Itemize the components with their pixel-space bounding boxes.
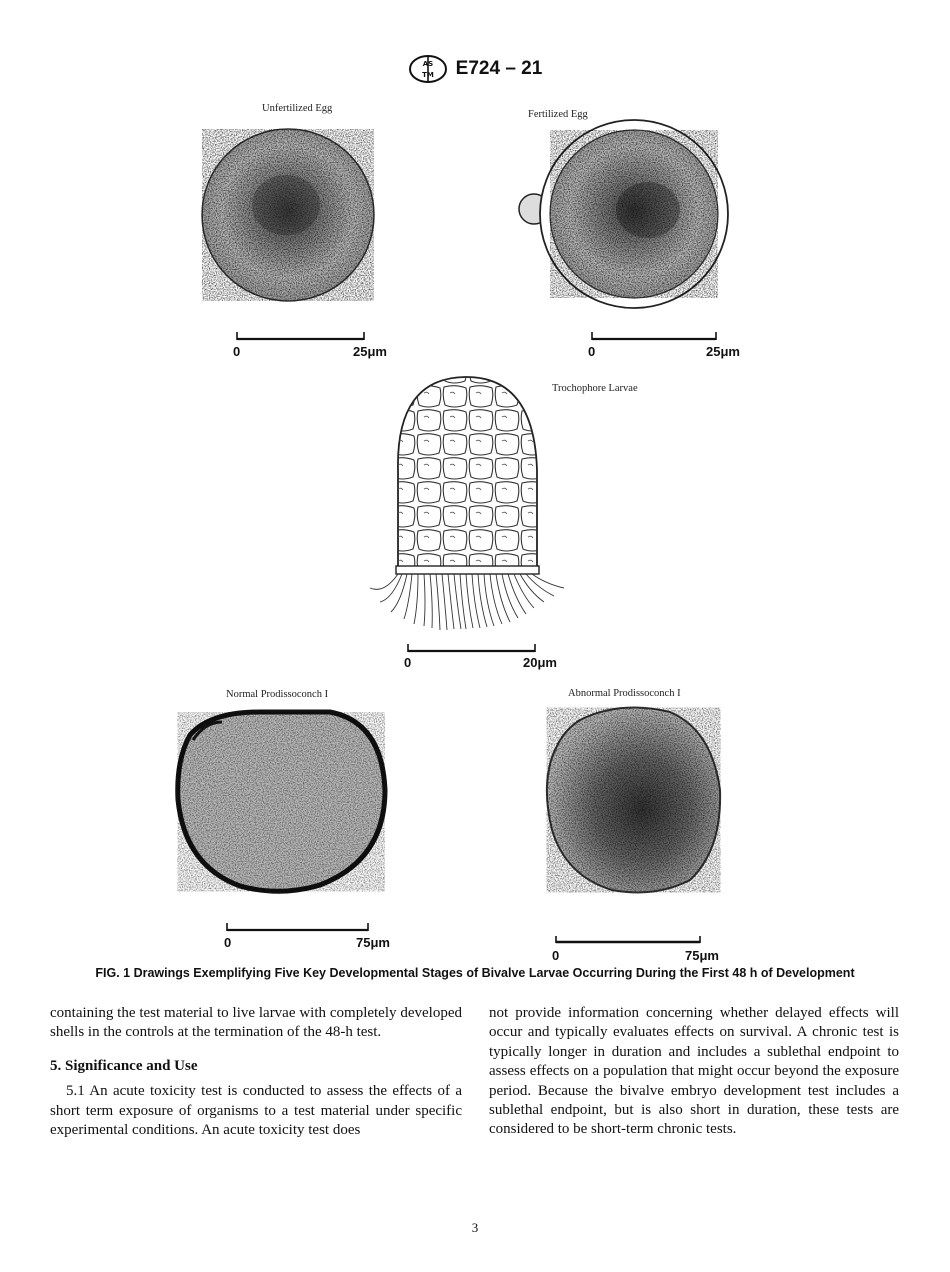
trochophore-larvae-drawing bbox=[370, 370, 564, 630]
unfertilized-egg-drawing bbox=[202, 129, 374, 301]
scale-label-zero: 0 bbox=[233, 344, 241, 359]
panel-label-fertilized-egg: Fertilized Egg bbox=[528, 109, 588, 120]
normal-prodissoconch-drawing bbox=[178, 712, 385, 891]
scale-label-max: 25μm bbox=[706, 344, 740, 359]
scale-label-zero: 0 bbox=[404, 655, 412, 670]
scale-label-max: 75μm bbox=[356, 935, 390, 950]
scale-bar bbox=[227, 923, 368, 931]
scale-label-zero: 0 bbox=[552, 948, 560, 963]
scale-bar bbox=[592, 332, 716, 340]
standard-designation: E724 – 21 bbox=[455, 58, 543, 79]
scale-bar bbox=[408, 644, 535, 652]
scale-label-zero: 0 bbox=[224, 935, 232, 950]
paragraph-5-1: 5.1 An acute toxicity test is conducted to assess the effects of a short term exposure of organisms to a test material under specific experimental conditions. An acute toxicity test does bbox=[50, 1083, 462, 1139]
scale-label-max: 75μm bbox=[685, 948, 719, 963]
page-number: 3 bbox=[471, 1220, 479, 1235]
svg-text:AS: AS bbox=[422, 60, 433, 68]
panel-label-unfertilized-egg: Unfertilized Egg bbox=[262, 103, 333, 114]
left-column bbox=[50, 1004, 462, 1140]
paragraph-continuation: containing the test material to live larvae with completely developed shells in the controls at the termination of the 48-h test. bbox=[50, 1005, 462, 1041]
scale-label-max: 20μm bbox=[523, 655, 557, 670]
right-column bbox=[489, 1004, 899, 1140]
scale-bar bbox=[556, 936, 700, 943]
scale-bar bbox=[237, 332, 364, 340]
panel-label-normal-prodissoconch: Normal Prodissoconch I bbox=[226, 689, 329, 700]
fertilized-egg-drawing bbox=[519, 120, 728, 308]
abnormal-prodissoconch-drawing bbox=[547, 708, 720, 893]
panel-label-trochophore-larvae: Trochophore Larvae bbox=[552, 383, 638, 394]
panel-label-abnormal-prodissoconch: Abnormal Prodissoconch I bbox=[568, 688, 681, 699]
scale-label-zero: 0 bbox=[588, 344, 596, 359]
paragraph-5-1-continued: not provide information concerning whether delayed effects will occur and typically evaluates effects on survival. A chronic test is typically longer in duration and includes a sublethal endpoint to assess effects on a population that might occur beyond the exposure period. Because the bivalve embryo development test includes a sublethal endpoint, but is also short in duration, these tests are considered to be short-term chronic tests. bbox=[489, 1005, 899, 1138]
svg-text:TM: TM bbox=[421, 71, 434, 79]
scale-label-max: 25μm bbox=[353, 344, 387, 359]
section-heading: 5. Significance and Use bbox=[50, 1057, 198, 1074]
figure-caption: FIG. 1 Drawings Exemplifying Five Key Developmental Stages of Bivalve Larvae Occurring During the First 48 h of Development bbox=[95, 966, 855, 980]
